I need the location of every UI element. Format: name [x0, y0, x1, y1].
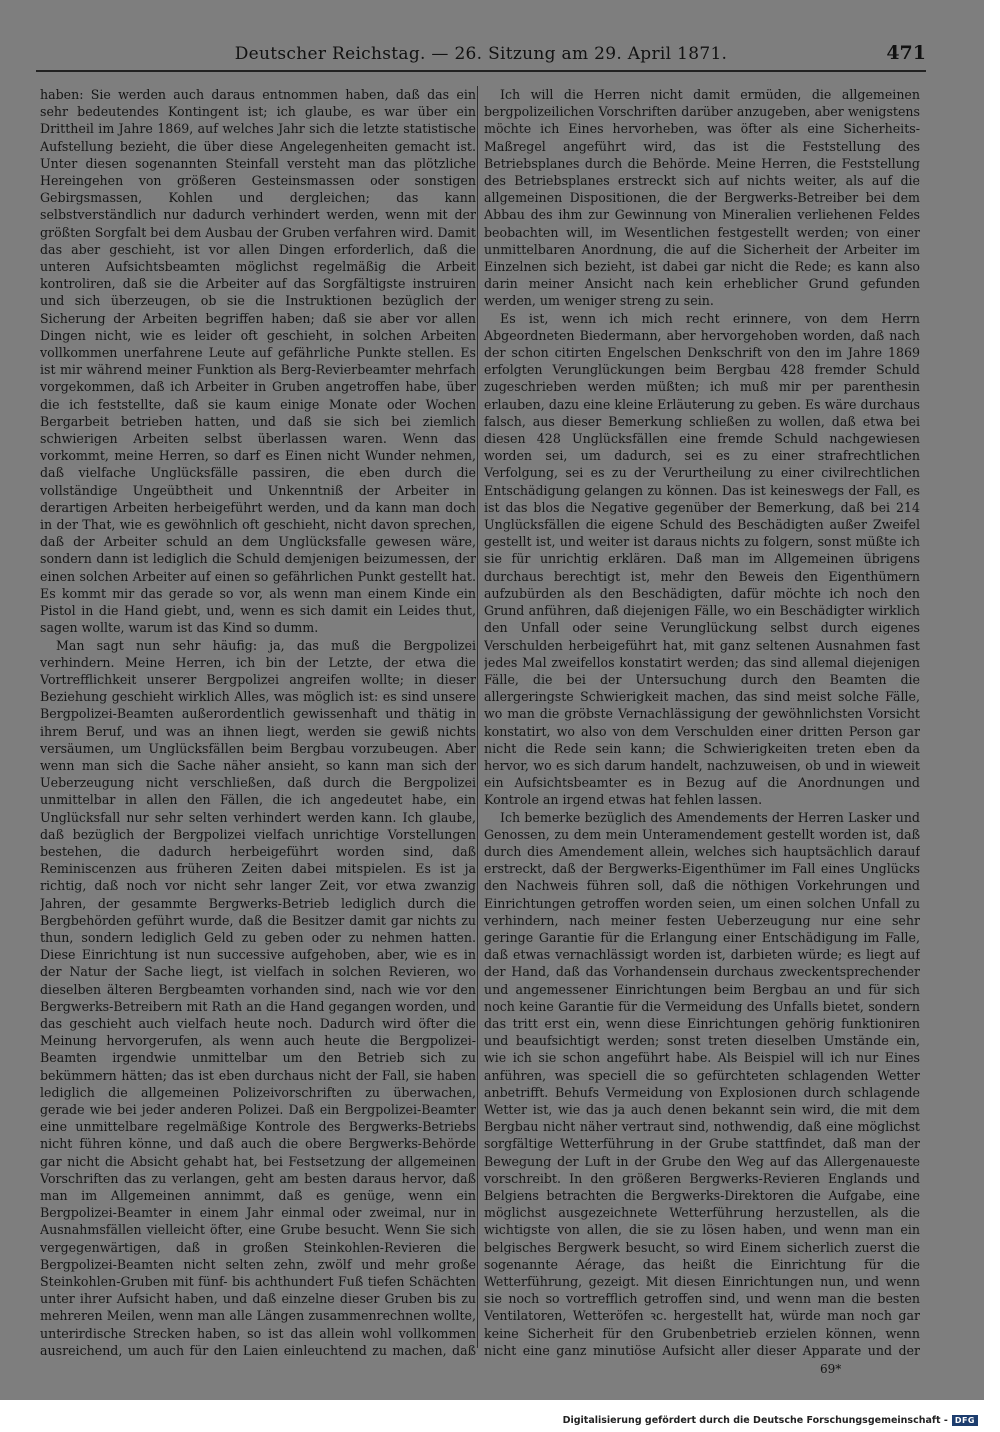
- page-header-title: Deutscher Reichstag. — 26. Sitzung am 29. April 1871.: [234, 44, 728, 64]
- footer-text: Digitalisierung gefördert durch die Deutsche Forschungsgemeinschaft -: [562, 1414, 948, 1426]
- paragraph: Ich bemerke bezüglich des Amendements der Herren Lasker und Genossen, zu dem mein Unteramendement gestellt worden ist, daß durch dies Amendement allein, welches sich hauptsächlich darauf erstreckt, daß der Bergwerks-Eigenthümer im Fall eines Unglücks den Nachweis führen soll, daß die nöthigen Vorkehrungen und Einrichtungen getroffen worden seien, um einen solchen Unfall zu verhindern, nach meiner festen Ueberzeugung nur eine sehr geringe Garantie für die Erlangung einer Entschädigung im Falle, daß etwas vernachlässigt worden ist, darbieten würde; es liegt auf der Hand, daß das Vorhandensein durchaus zweckentsprechender und angemessener Einrichtungen beim Bergbau an und für sich noch keine Garantie für die Vermeidung des Unfalls bietet, sondern das tritt erst ein, wenn diese Einrichtungen gehörig funktioniren und beaufsichtigt werden; sonst treten dieselben Umstände ein, wie ich sie schon angeführt habe. Als Beispiel will ich nur Eines anführen, was speciell die so gefürchteten schlagenden Wetter anbetrifft. Behufs Vermeidung von Explosionen durch schlagende Wetter ist, wie das ja auch denen bekannt sein wird, die mit dem Bergbau nicht näher vertraut sind, nothwendig, daß eine möglichst sorgfältige Wetterführung in der Grube stattfindet, daß man der Bewegung der Luft in der Grube den Weg auf das Allergenaueste vorschreibt. In den größeren Bergwerks-Revieren Englands und Belgiens betrachten die Bergwerks-Direktoren die Aufgabe, eine möglichst ausgezeichnete Wetterführung herzustellen, als die wichtigste von allen, die sie zu lösen haben, und wenn man ein belgisches Bergwerk besucht, so wird Einem sicherlich zuerst die sogenannte Aérage, das heißt die Einrichtung für die Wetterführung, gezeigt. Mit diesen Einrichtungen nun, und wenn sie noch so vortrefflich getroffen sind, und wenn man die besten Ventilatoren, Wetteröfen ꝛc. hergestellt hat, würde man noch gar keine Sicherheit für den Grubenbetrieb erzielen können, wenn nicht eine ganz minutiöse Aufsicht aller dieser Apparate und der: [484, 809, 920, 1358]
- header-rule: [36, 70, 926, 72]
- paragraph: Ich will die Herren nicht damit ermüden, die allgemeinen bergpolizeilichen Vorschriften darüber anzugeben, aber wenigstens möchte ich Eines hervorheben, was öfter als eine Sicherheits-Maßregel angeführt wird, das ist die Feststellung des Betriebsplanes durch die Behörde. Meine Herren, die Feststellung des Betriebsplanes erstreckt sich auf nichts weiter, als auf die allgemeinen Dispositionen, die der Bergwerks-Betreiber bei dem Abbau des ihm zur Gewinnung von Mineralien verliehenen Feldes beobachten will, im Wesentlichen festgestellt werden; von einer unmittelbaren Anordnung, die auf die Sicherheit der Arbeiter im Einzelnen sich bezieht, ist dabei gar nicht die Rede; es kann also darin meiner Ansicht nach kein erheblicher Grund gefunden werden, um weniger streng zu sein.: [484, 87, 920, 309]
- page-number: 471: [886, 42, 926, 64]
- digitization-footer: [563, 1412, 978, 1428]
- signature-mark: 69*: [820, 1362, 842, 1376]
- right-column: [484, 86, 920, 1358]
- paragraph: Es ist, wenn ich mich recht erinnere, von dem Herrn Abgeordneten Biedermann, aber hervorgehoben worden, daß nach der schon citirten Engelschen Denkschrift von den im Jahre 1869 erfolgten Verunglückungen beim Bergbau 428 fremder Schuld zugeschrieben werden müßten; ich muß mir per parenthesin erlauben, dazu eine kleine Erläuterung zu geben. Es wäre durchaus falsch, aus dieser Bemerkung schließen zu wollen, daß etwa bei diesen 428 Unglücksfällen eine fremde Schuld nachgewiesen worden sei, um dadurch, sei es zu einer strafrechtlichen Verfolgung, sei es zu der Verurtheilung zu einer civilrechtlichen Entschädigung gelangen zu können. Das ist keineswegs der Fall, es ist das blos die Negative gegenüber der Bemerkung, daß bei 214 Unglücksfällen die eigene Schuld des Beschädigten außer Zweifel gestellt ist, und weiter ist daraus nichts zu folgern, sonst müßte ich sie für unrichtig erklären. Daß man im Allgemeinen übrigens durchaus berechtigt ist, mehr den Beweis den Eigenthümern aufzubürden als den Beschädigten, dafür möchte ich noch den Grund anführen, daß diejenigen Fälle, wo ein Beschädigter wirklich den Unfall oder seine Verunglückung selbst durch eigenes Verschulden herbeigeführt hat, mit ganz seltenen Ausnahmen fast jedes Mal zweifellos konstatirt werden; das sind allemal diejenigen Fälle, die bei der Untersuchung durch den Beamten die allergeringste Schwierigkeit machen, das sind meist solche Fälle, wo man die gröbste Vernachlässigung der gewöhnlichsten Vorsicht konstatirt, wo also von dem Verschulden einer dritten Person gar nicht die Rede sein kann; die Schwierigkeiten treten eben da hervor, wo es sich darum handelt, nachzuweisen, ob und in wieweit ein Aufsichtsbeamter es in Bezug auf die Anordnungen und Kontrole an irgend etwas hat fehlen lassen.: [484, 310, 920, 808]
- left-column: [40, 86, 476, 1358]
- column-divider: [477, 86, 478, 1348]
- paragraph: haben: Sie werden auch daraus entnommen haben, daß das ein sehr bedeutendes Kontingent ist; ich glaube, es war über ein Drittheil im Jahre 1869, auf welches Jahr sich die letzte statistische Aufstellung bezieht, die über diese Angelegenheiten gemacht ist. Unter diesen sogenannten Steinfall versteht man das plötzliche Hereingehen von größeren Gesteinsmassen oder sonstigen Gebirgsmassen, Kohlen und dergleichen; das kann selbstverständlich nur dadurch verhindert werden, wenn mit der größten Sorgfalt bei dem Ausbau der Gruben verfahren wird. Damit das aber geschieht, ist vor allen Dingen erforderlich, daß die unteren Aufsichtsbeamten möglichst regelmäßig die Arbeit kontroliren, daß sie die Arbeiter auf das Sorgfältigste instruiren und sich überzeugen, ob sie die Instruktionen bezüglich der Sicherung der Arbeiten begriffen haben; daß sie aber vor allen Dingen nicht, wie es leider oft geschieht, in solchen Arbeiten vollkommen unerfahrene Leute auf gefährliche Punkte stellen. Es ist mir während meiner Funktion als Berg-Revierbeamter mehrfach vorgekommen, daß ich Arbeiter in Gruben angetroffen habe, über die ich feststellte, daß sie kaum einige Monate oder Wochen Bergarbeit betrieben hatten, und daß sie sich bei ziemlich schwierigen Arbeiten selbst überlassen waren. Wenn das vorkommt, meine Herren, so darf es Einen nicht Wunder nehmen, daß vielfache Unglücksfälle passiren, die eben durch die vollständige Ungeübtheit und Unkenntniß der Arbeiter in derartigen Arbeiten herbeigeführt werden, und da kann man doch in der That, wie es gewöhnlich oft geschieht, nicht davon sprechen, daß der Arbeiter schuld an dem Unglücksfalle gewesen wäre, sondern dann ist lediglich die Schuld demjenigen beizumessen, der einen solchen Arbeiter auf einen so gefährlichen Punkt gestellt hat. Es kommt mir das gerade so vor, als wenn man einem Kinde ein Pistol in die Hand giebt, und, wenn es sich damit ein Leides thut, sagen wollte, warum ist das Kind so dumm.: [40, 87, 476, 636]
- paragraph: Man sagt nun sehr häufig: ja, das muß die Bergpolizei verhindern. Meine Herren, ich bin der Letzte, der etwa die Vortrefflichkeit unserer Bergpolizei angreifen wollte; in dieser Beziehung geschieht wirklich Alles, was möglich ist: es sind unsere Bergpolizei-Beamten außerordentlich gewissenhaft und thätig in ihrem Beruf, und was an ihnen liegt, werden sie gewiß nichts versäumen, um Unglücksfällen beim Bergbau vorzubeugen. Aber wenn man sich die Sache näher ansieht, so kann man sich der Ueberzeugung nicht verschließen, daß durch die Bergpolizei unmittelbar in allen den Fällen, die ich angedeutet habe, ein Unglücksfall nur sehr selten verhindert werden kann. Ich glaube, daß bezüglich der Bergpolizei vielfach unrichtige Vorstellungen bestehen, die dadurch herbeigeführt worden sind, daß Reminiscenzen aus früheren Zeiten dabei mitspielen. Es ist ja richtig, daß noch vor nicht sehr langer Zeit, vor etwa zwanzig Jahren, der gesammte Bergwerks-Betrieb lediglich durch die Bergbehörden geführt wurde, daß die Besitzer damit gar nichts zu thun, sondern lediglich Geld zu geben oder zu nehmen hatten. Diese Einrichtung ist nun successive aufgehoben, aber, wie es in der Natur der Sache liegt, ist vielfach in solchen Revieren, wo dieselben älteren Bergbeamten vorhanden sind, nach wie vor den Bergwerks-Betreibern mit Rath an die Hand gegangen worden, und das geschieht auch vielfach heute noch. Dadurch wird öfter die Meinung hervorgerufen, als wenn auch heute die Bergpolizei-Beamten irgendwie unmittelbar um den Betrieb sich zu bekümmern hätten; das ist eben durchaus nicht der Fall, sie haben lediglich die allgemeinen Polizeivorschriften zu überwachen, gerade wie bei jeder anderen Polizei. Daß ein Bergpolizei-Beamter eine unmittelbare regelmäßige Kontrole des Bergwerks-Betriebs nicht führen könne, und daß auch die obere Bergwerks-Behörde gar nicht die Absicht gehabt hat, bei Festsetzung der allgemeinen Vorschriften das zu verlangen, geht am besten daraus hervor, daß man im Allgemeinen annimmt, daß es genüge, wenn ein Bergpolizei-Beamter in einem Jahr einmal oder zweimal, nur in Ausnahmsfällen vielleicht öfter, eine Grube besucht. Wenn Sie sich vergegenwärtigen, daß in großen Steinkohlen-Revieren die Bergpolizei-Beamten nicht selten zehn, zwölf und mehr große Steinkohlen-Gruben mit fünf- bis achthundert Fuß tiefen Schächten unter ihrer Aufsicht haben, und daß einzelne dieser Gruben bis zu mehreren Meilen, wenn man alle Längen zusammenrechnen wollte, unterirdische Strecken haben, so ist das allein wohl vollkommen ausreichend, um auch für den Laien einleuchtend zu machen, daß: [40, 637, 476, 1358]
- running-header: [36, 42, 926, 68]
- dfg-logo: DFG: [952, 1415, 978, 1426]
